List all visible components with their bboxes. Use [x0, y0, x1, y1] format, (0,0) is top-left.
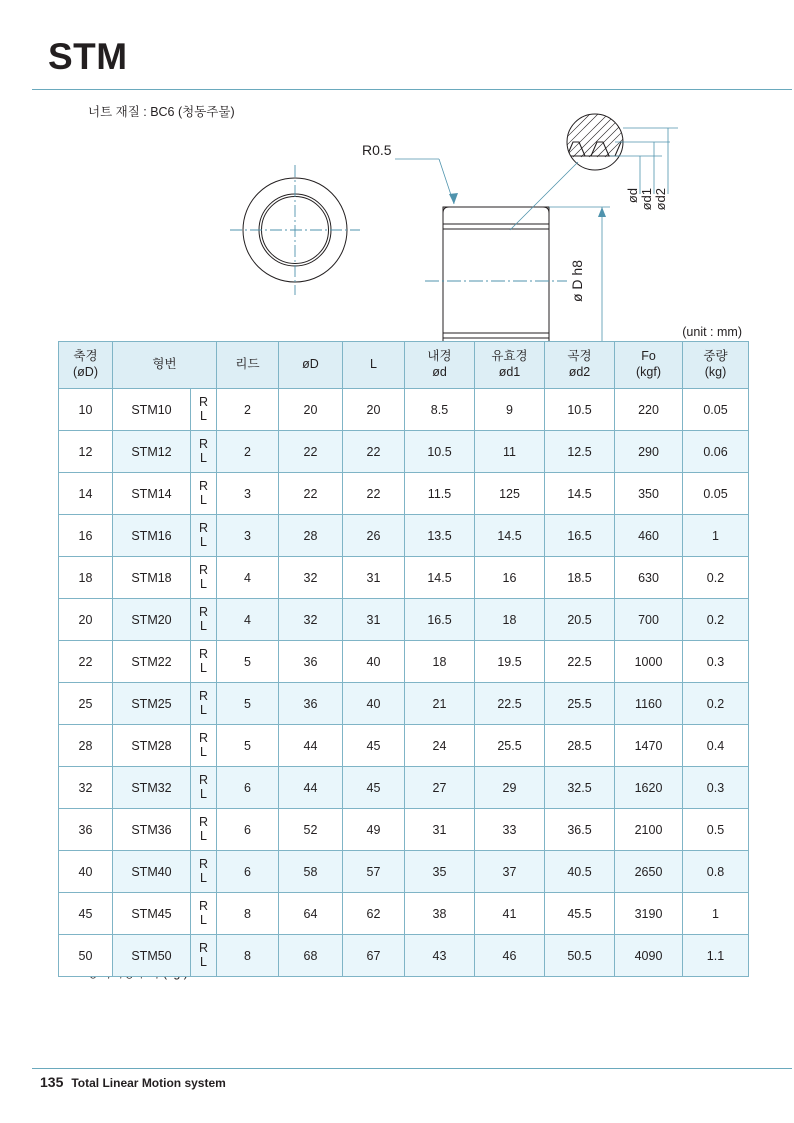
cell-pitch: 46	[475, 935, 545, 977]
cell-rotation-direction	[191, 641, 217, 683]
unit-label: (unit : mm)	[682, 325, 742, 339]
cell-inner: 43	[405, 935, 475, 977]
cell-inner: 16.5	[405, 599, 475, 641]
cell-outer: 22	[279, 473, 343, 515]
table-row	[59, 767, 749, 809]
cell-root: 28.5	[545, 725, 615, 767]
label-left-hand: L	[200, 912, 207, 927]
cell-rotation-direction	[191, 557, 217, 599]
cell-lead: 3	[217, 515, 279, 557]
table-row	[59, 431, 749, 473]
cell-root: 10.5	[545, 389, 615, 431]
header-fo	[615, 342, 683, 389]
cell-fo: 2100	[615, 809, 683, 851]
cell-fo: 290	[615, 431, 683, 473]
outer-diameter-label: ø D h8	[569, 259, 585, 303]
label-right-hand: R	[198, 941, 209, 955]
label-left-hand: L	[200, 744, 207, 759]
cell-weight: 0.8	[683, 851, 749, 893]
cell-lead: 6	[217, 851, 279, 893]
cell-weight: 0.05	[683, 389, 749, 431]
radius-callout-label: R0.5	[362, 142, 392, 158]
cell-length: 49	[343, 809, 405, 851]
cell-root: 40.5	[545, 851, 615, 893]
cell-inner: 14.5	[405, 557, 475, 599]
cell-model: STM25	[113, 683, 191, 725]
label-right-hand: R	[198, 521, 209, 535]
cell-model: STM10	[113, 389, 191, 431]
cell-inner: 35	[405, 851, 475, 893]
cell-model: STM18	[113, 557, 191, 599]
cell-rotation-direction	[191, 767, 217, 809]
cell-root: 22.5	[545, 641, 615, 683]
cell-inner: 13.5	[405, 515, 475, 557]
cell-pitch: 16	[475, 557, 545, 599]
cell-lead: 5	[217, 683, 279, 725]
cell-model: STM45	[113, 893, 191, 935]
cell-length: 62	[343, 893, 405, 935]
detail-leader-line	[510, 162, 578, 230]
cell-lead: 6	[217, 809, 279, 851]
header-length: L	[343, 342, 405, 389]
cell-inner: 11.5	[405, 473, 475, 515]
bushing-drawing-svg	[210, 112, 690, 312]
header-pitch-line1: 유효경	[491, 349, 528, 364]
cell-model: STM22	[113, 641, 191, 683]
label-right-hand: R	[198, 479, 209, 493]
cell-rotation-direction	[191, 935, 217, 977]
label-right-hand: R	[198, 815, 209, 829]
cell-rotation-direction	[191, 851, 217, 893]
cell-axis: 22	[59, 641, 113, 683]
label-right-hand: R	[198, 689, 209, 703]
cell-outer: 44	[279, 767, 343, 809]
cell-weight: 0.06	[683, 431, 749, 473]
cell-pitch: 19.5	[475, 641, 545, 683]
thread-detail-circle	[562, 112, 628, 170]
cell-rotation-direction	[191, 599, 217, 641]
header-model: 형번	[113, 342, 217, 389]
label-left-hand: L	[200, 660, 207, 675]
cell-model: STM28	[113, 725, 191, 767]
label-left-hand: L	[200, 534, 207, 549]
cell-lead: 8	[217, 935, 279, 977]
footer-page-number: 135	[40, 1074, 64, 1090]
cell-root: 20.5	[545, 599, 615, 641]
label-left-hand: L	[200, 828, 207, 843]
label-right-hand: R	[198, 563, 209, 577]
detail-label-d2: ød2	[653, 188, 668, 211]
cell-axis: 10	[59, 389, 113, 431]
header-outer-diameter: øD	[279, 342, 343, 389]
cell-fo: 1620	[615, 767, 683, 809]
cell-axis: 50	[59, 935, 113, 977]
cell-length: 31	[343, 599, 405, 641]
header-axis	[59, 342, 113, 389]
cell-weight: 1	[683, 515, 749, 557]
cell-rotation-direction	[191, 893, 217, 935]
table-row	[59, 851, 749, 893]
technical-drawing	[210, 112, 690, 312]
cell-outer: 64	[279, 893, 343, 935]
spec-table-container	[58, 341, 738, 977]
cell-root: 32.5	[545, 767, 615, 809]
header-weight-line1: 중량	[703, 349, 728, 364]
cell-model: STM16	[113, 515, 191, 557]
cell-weight: 0.5	[683, 809, 749, 851]
cell-outer: 20	[279, 389, 343, 431]
label-left-hand: L	[200, 450, 207, 465]
cell-pitch: 14.5	[475, 515, 545, 557]
cell-outer: 32	[279, 557, 343, 599]
cell-axis: 45	[59, 893, 113, 935]
label-right-hand: R	[198, 731, 209, 745]
table-row	[59, 725, 749, 767]
cell-fo: 1160	[615, 683, 683, 725]
cell-pitch: 41	[475, 893, 545, 935]
header-pitch-line2: ød1	[498, 365, 521, 379]
cell-length: 22	[343, 431, 405, 473]
cell-weight: 0.2	[683, 599, 749, 641]
cell-model: STM14	[113, 473, 191, 515]
cell-fo: 630	[615, 557, 683, 599]
cell-fo: 2650	[615, 851, 683, 893]
detail-label-d: ød	[625, 188, 640, 204]
radius-callout-leader	[395, 159, 454, 204]
header-axis-line2: (øD)	[73, 365, 98, 379]
label-left-hand: L	[200, 492, 207, 507]
cell-rotation-direction	[191, 389, 217, 431]
cell-inner: 31	[405, 809, 475, 851]
cell-pitch: 22.5	[475, 683, 545, 725]
cell-model: STM20	[113, 599, 191, 641]
cell-length: 45	[343, 767, 405, 809]
header-inner-line1: 내경	[427, 349, 452, 364]
cell-inner: 38	[405, 893, 475, 935]
cell-inner: 8.5	[405, 389, 475, 431]
cell-lead: 8	[217, 893, 279, 935]
cell-axis: 36	[59, 809, 113, 851]
cell-root: 14.5	[545, 473, 615, 515]
cell-length: 40	[343, 683, 405, 725]
header-pitch-diameter	[475, 342, 545, 389]
cell-inner: 27	[405, 767, 475, 809]
table-row	[59, 515, 749, 557]
cell-weight: 0.3	[683, 641, 749, 683]
header-weight-line2: (kg)	[704, 365, 727, 379]
cell-pitch: 11	[475, 431, 545, 473]
table-body	[59, 389, 749, 977]
label-right-hand: R	[198, 857, 209, 871]
label-left-hand: L	[200, 408, 207, 423]
cell-weight: 0.2	[683, 557, 749, 599]
cell-axis: 18	[59, 557, 113, 599]
cell-length: 20	[343, 389, 405, 431]
front-view-centerlines	[230, 165, 360, 295]
radius-callout-arrow	[449, 193, 458, 204]
table-row	[59, 683, 749, 725]
cell-weight: 1	[683, 893, 749, 935]
header-root-line1: 곡경	[567, 349, 592, 364]
cell-lead: 5	[217, 641, 279, 683]
cell-pitch: 18	[475, 599, 545, 641]
cell-fo: 1470	[615, 725, 683, 767]
cell-rotation-direction	[191, 473, 217, 515]
cell-outer: 44	[279, 725, 343, 767]
cell-model: STM36	[113, 809, 191, 851]
cell-pitch: 37	[475, 851, 545, 893]
label-right-hand: R	[198, 605, 209, 619]
cell-fo: 1000	[615, 641, 683, 683]
cell-model: STM50	[113, 935, 191, 977]
cell-inner: 21	[405, 683, 475, 725]
cell-root: 25.5	[545, 683, 615, 725]
header-fo-line1: Fo	[641, 349, 656, 364]
cell-axis: 16	[59, 515, 113, 557]
page-footer	[40, 1074, 226, 1090]
cell-root: 18.5	[545, 557, 615, 599]
table-header	[59, 342, 749, 389]
cell-root: 45.5	[545, 893, 615, 935]
cell-outer: 36	[279, 641, 343, 683]
cell-pitch: 25.5	[475, 725, 545, 767]
table-row	[59, 893, 749, 935]
title-divider	[32, 89, 792, 90]
cell-axis: 40	[59, 851, 113, 893]
cell-rotation-direction	[191, 809, 217, 851]
header-weight	[683, 342, 749, 389]
cell-rotation-direction	[191, 725, 217, 767]
label-left-hand: L	[200, 786, 207, 801]
table-row	[59, 473, 749, 515]
cell-rotation-direction	[191, 431, 217, 473]
cell-weight: 0.4	[683, 725, 749, 767]
footer-divider	[32, 1068, 792, 1069]
page-title: STM	[48, 36, 128, 77]
table-row	[59, 389, 749, 431]
table-row	[59, 641, 749, 683]
cell-length: 45	[343, 725, 405, 767]
table-row	[59, 557, 749, 599]
label-left-hand: L	[200, 618, 207, 633]
cell-axis: 14	[59, 473, 113, 515]
label-right-hand: R	[198, 773, 209, 787]
cell-weight: 0.05	[683, 473, 749, 515]
cell-length: 22	[343, 473, 405, 515]
cell-outer: 28	[279, 515, 343, 557]
cell-weight: 1.1	[683, 935, 749, 977]
cell-outer: 36	[279, 683, 343, 725]
cell-length: 40	[343, 641, 405, 683]
cell-fo: 220	[615, 389, 683, 431]
cell-axis: 28	[59, 725, 113, 767]
table-row	[59, 599, 749, 641]
cell-rotation-direction	[191, 515, 217, 557]
cell-pitch: 33	[475, 809, 545, 851]
cell-weight: 0.2	[683, 683, 749, 725]
header-inner-diameter	[405, 342, 475, 389]
cell-rotation-direction	[191, 683, 217, 725]
cell-outer: 52	[279, 809, 343, 851]
cell-root: 36.5	[545, 809, 615, 851]
cell-fo: 700	[615, 599, 683, 641]
cell-fo: 3190	[615, 893, 683, 935]
header-root-line2: ød2	[568, 365, 591, 379]
detail-dimension-lines	[610, 128, 678, 194]
cell-model: STM32	[113, 767, 191, 809]
cell-length: 26	[343, 515, 405, 557]
cell-lead: 3	[217, 473, 279, 515]
label-right-hand: R	[198, 437, 209, 451]
table-row	[59, 935, 749, 977]
label-left-hand: L	[200, 702, 207, 717]
cell-axis: 32	[59, 767, 113, 809]
header-fo-line2: (kgf)	[636, 365, 661, 379]
label-left-hand: L	[200, 954, 207, 969]
cell-fo: 460	[615, 515, 683, 557]
cell-outer: 68	[279, 935, 343, 977]
cell-inner: 24	[405, 725, 475, 767]
cell-pitch: 9	[475, 389, 545, 431]
cell-pitch: 125	[475, 473, 545, 515]
cell-outer: 58	[279, 851, 343, 893]
cell-length: 31	[343, 557, 405, 599]
footer-text: Total Linear Motion system	[71, 1076, 226, 1090]
cell-model: STM40	[113, 851, 191, 893]
cell-length: 67	[343, 935, 405, 977]
cell-pitch: 29	[475, 767, 545, 809]
cell-inner: 18	[405, 641, 475, 683]
spec-table	[58, 341, 749, 977]
table-row	[59, 809, 749, 851]
cell-lead: 6	[217, 767, 279, 809]
label-right-hand: R	[198, 395, 209, 409]
cell-axis: 12	[59, 431, 113, 473]
header-inner-line2: ød	[432, 365, 447, 379]
cell-lead: 4	[217, 557, 279, 599]
label-left-hand: L	[200, 870, 207, 885]
cell-inner: 10.5	[405, 431, 475, 473]
cell-fo: 350	[615, 473, 683, 515]
cell-outer: 22	[279, 431, 343, 473]
label-right-hand: R	[198, 899, 209, 913]
cell-lead: 4	[217, 599, 279, 641]
cell-length: 57	[343, 851, 405, 893]
header-axis-line1: 축경	[73, 349, 98, 364]
header-lead: 리드	[217, 342, 279, 389]
label-left-hand: L	[200, 576, 207, 591]
cell-model: STM12	[113, 431, 191, 473]
label-right-hand: R	[198, 647, 209, 661]
cell-lead: 2	[217, 389, 279, 431]
cell-fo: 4090	[615, 935, 683, 977]
cell-lead: 5	[217, 725, 279, 767]
detail-label-d1: ød1	[639, 188, 654, 211]
cell-lead: 2	[217, 431, 279, 473]
cell-weight: 0.3	[683, 767, 749, 809]
cell-outer: 32	[279, 599, 343, 641]
cell-root: 50.5	[545, 935, 615, 977]
header-root-diameter	[545, 342, 615, 389]
cell-root: 16.5	[545, 515, 615, 557]
material-note: 너트 재질 : BC6 (청동주물)	[88, 105, 235, 119]
cell-root: 12.5	[545, 431, 615, 473]
cell-axis: 20	[59, 599, 113, 641]
cell-axis: 25	[59, 683, 113, 725]
